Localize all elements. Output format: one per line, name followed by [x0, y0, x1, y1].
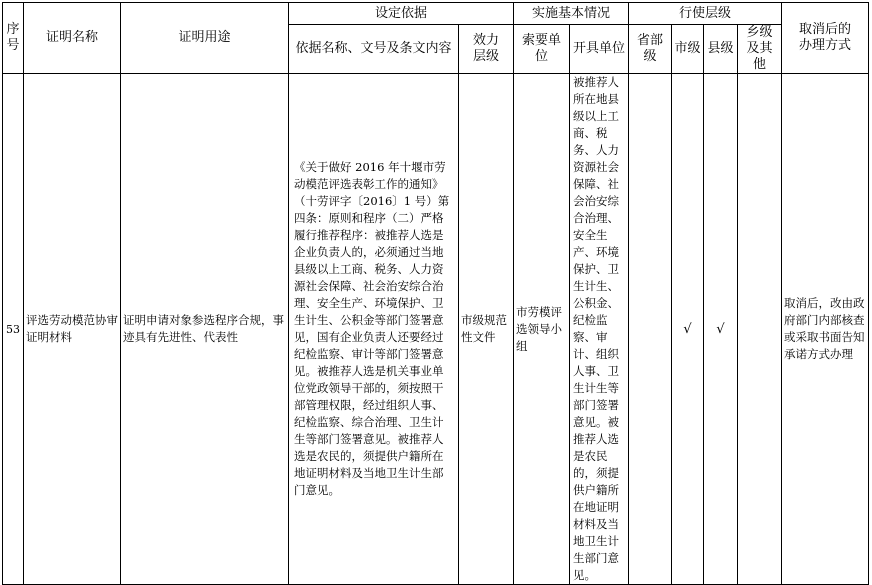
header-impl-group: 实施基本情况	[514, 3, 629, 25]
header-city: 市级	[672, 25, 704, 74]
row-county-check: √	[704, 74, 738, 585]
row-issue-unit: 被推荐人所在地县级以上工商、税务、人力资源社会保障、社会治安综合治理、安全生产、环境保护、卫生计生、公积金、纪检监察、审计、组织人事、卫生计生等部门签署意见。被推荐人选是农民的，须提供户籍所在地证明材料及当地卫生计生部门意见。	[570, 74, 629, 585]
header-row-1	[3, 3, 869, 25]
header-county: 县级	[704, 25, 738, 74]
header-usage: 证明用途	[121, 3, 289, 74]
header-basis-doc: 依据名称、文号及条文内容	[289, 25, 459, 74]
header-after-cancel: 取消后的办理方式	[782, 3, 869, 74]
table-row	[3, 74, 869, 585]
header-name: 证明名称	[24, 3, 121, 74]
row-effect-level: 市级规范性文件	[459, 74, 514, 585]
row-province	[629, 74, 672, 585]
row-certificate-name: 评选劳动模范协审证明材料	[24, 74, 121, 585]
header-basis-group: 设定依据	[289, 3, 514, 25]
row-city-check: √	[672, 74, 704, 585]
header-effect-level: 效力层级	[459, 25, 514, 74]
certificate-table	[2, 2, 869, 585]
row-demand-unit: 市劳模评选领导小组	[514, 74, 570, 585]
header-issue-unit: 开具单位	[570, 25, 629, 74]
row-usage: 证明申请对象参选程序合规，事迹具有先进性、代表性	[121, 74, 289, 585]
row-basis-doc: 《关于做好 2016 年十堰市劳动模范评选表彰工作的通知》（十劳评字〔2016〕1 号）第四条：原则和程序（二）严格履行推荐程序：被推荐人选是企业负责人的，必须通过当地县级以上工商、税务、人力资源社会保障、社会治安综合治理、安全生产、环境保护、卫生计生、公积金等部门签署意见，国有企业负责人还要经过纪检监察、审计等部门签署意见。被推荐人选是机关事业单位党政领导干部的，须按照干部管理权限，经过组织人事、纪检监察、综合治理、卫生计生等部门签署意见。被推荐人选是农民的，须提供户籍所在地证明材料及当地卫生计生部门意见。	[289, 74, 459, 585]
header-seq: 序号	[3, 3, 24, 74]
row-after-cancel: 取消后，改由政府部门内部核查或采取书面告知承诺方式办理	[782, 74, 869, 585]
header-admin-group: 行使层级	[629, 3, 782, 25]
row-seq: 53	[3, 74, 24, 585]
row-town	[738, 74, 782, 585]
header-town: 乡级及其他	[738, 25, 782, 74]
header-province: 省部级	[629, 25, 672, 74]
header-demand-unit: 索要单位	[514, 25, 570, 74]
